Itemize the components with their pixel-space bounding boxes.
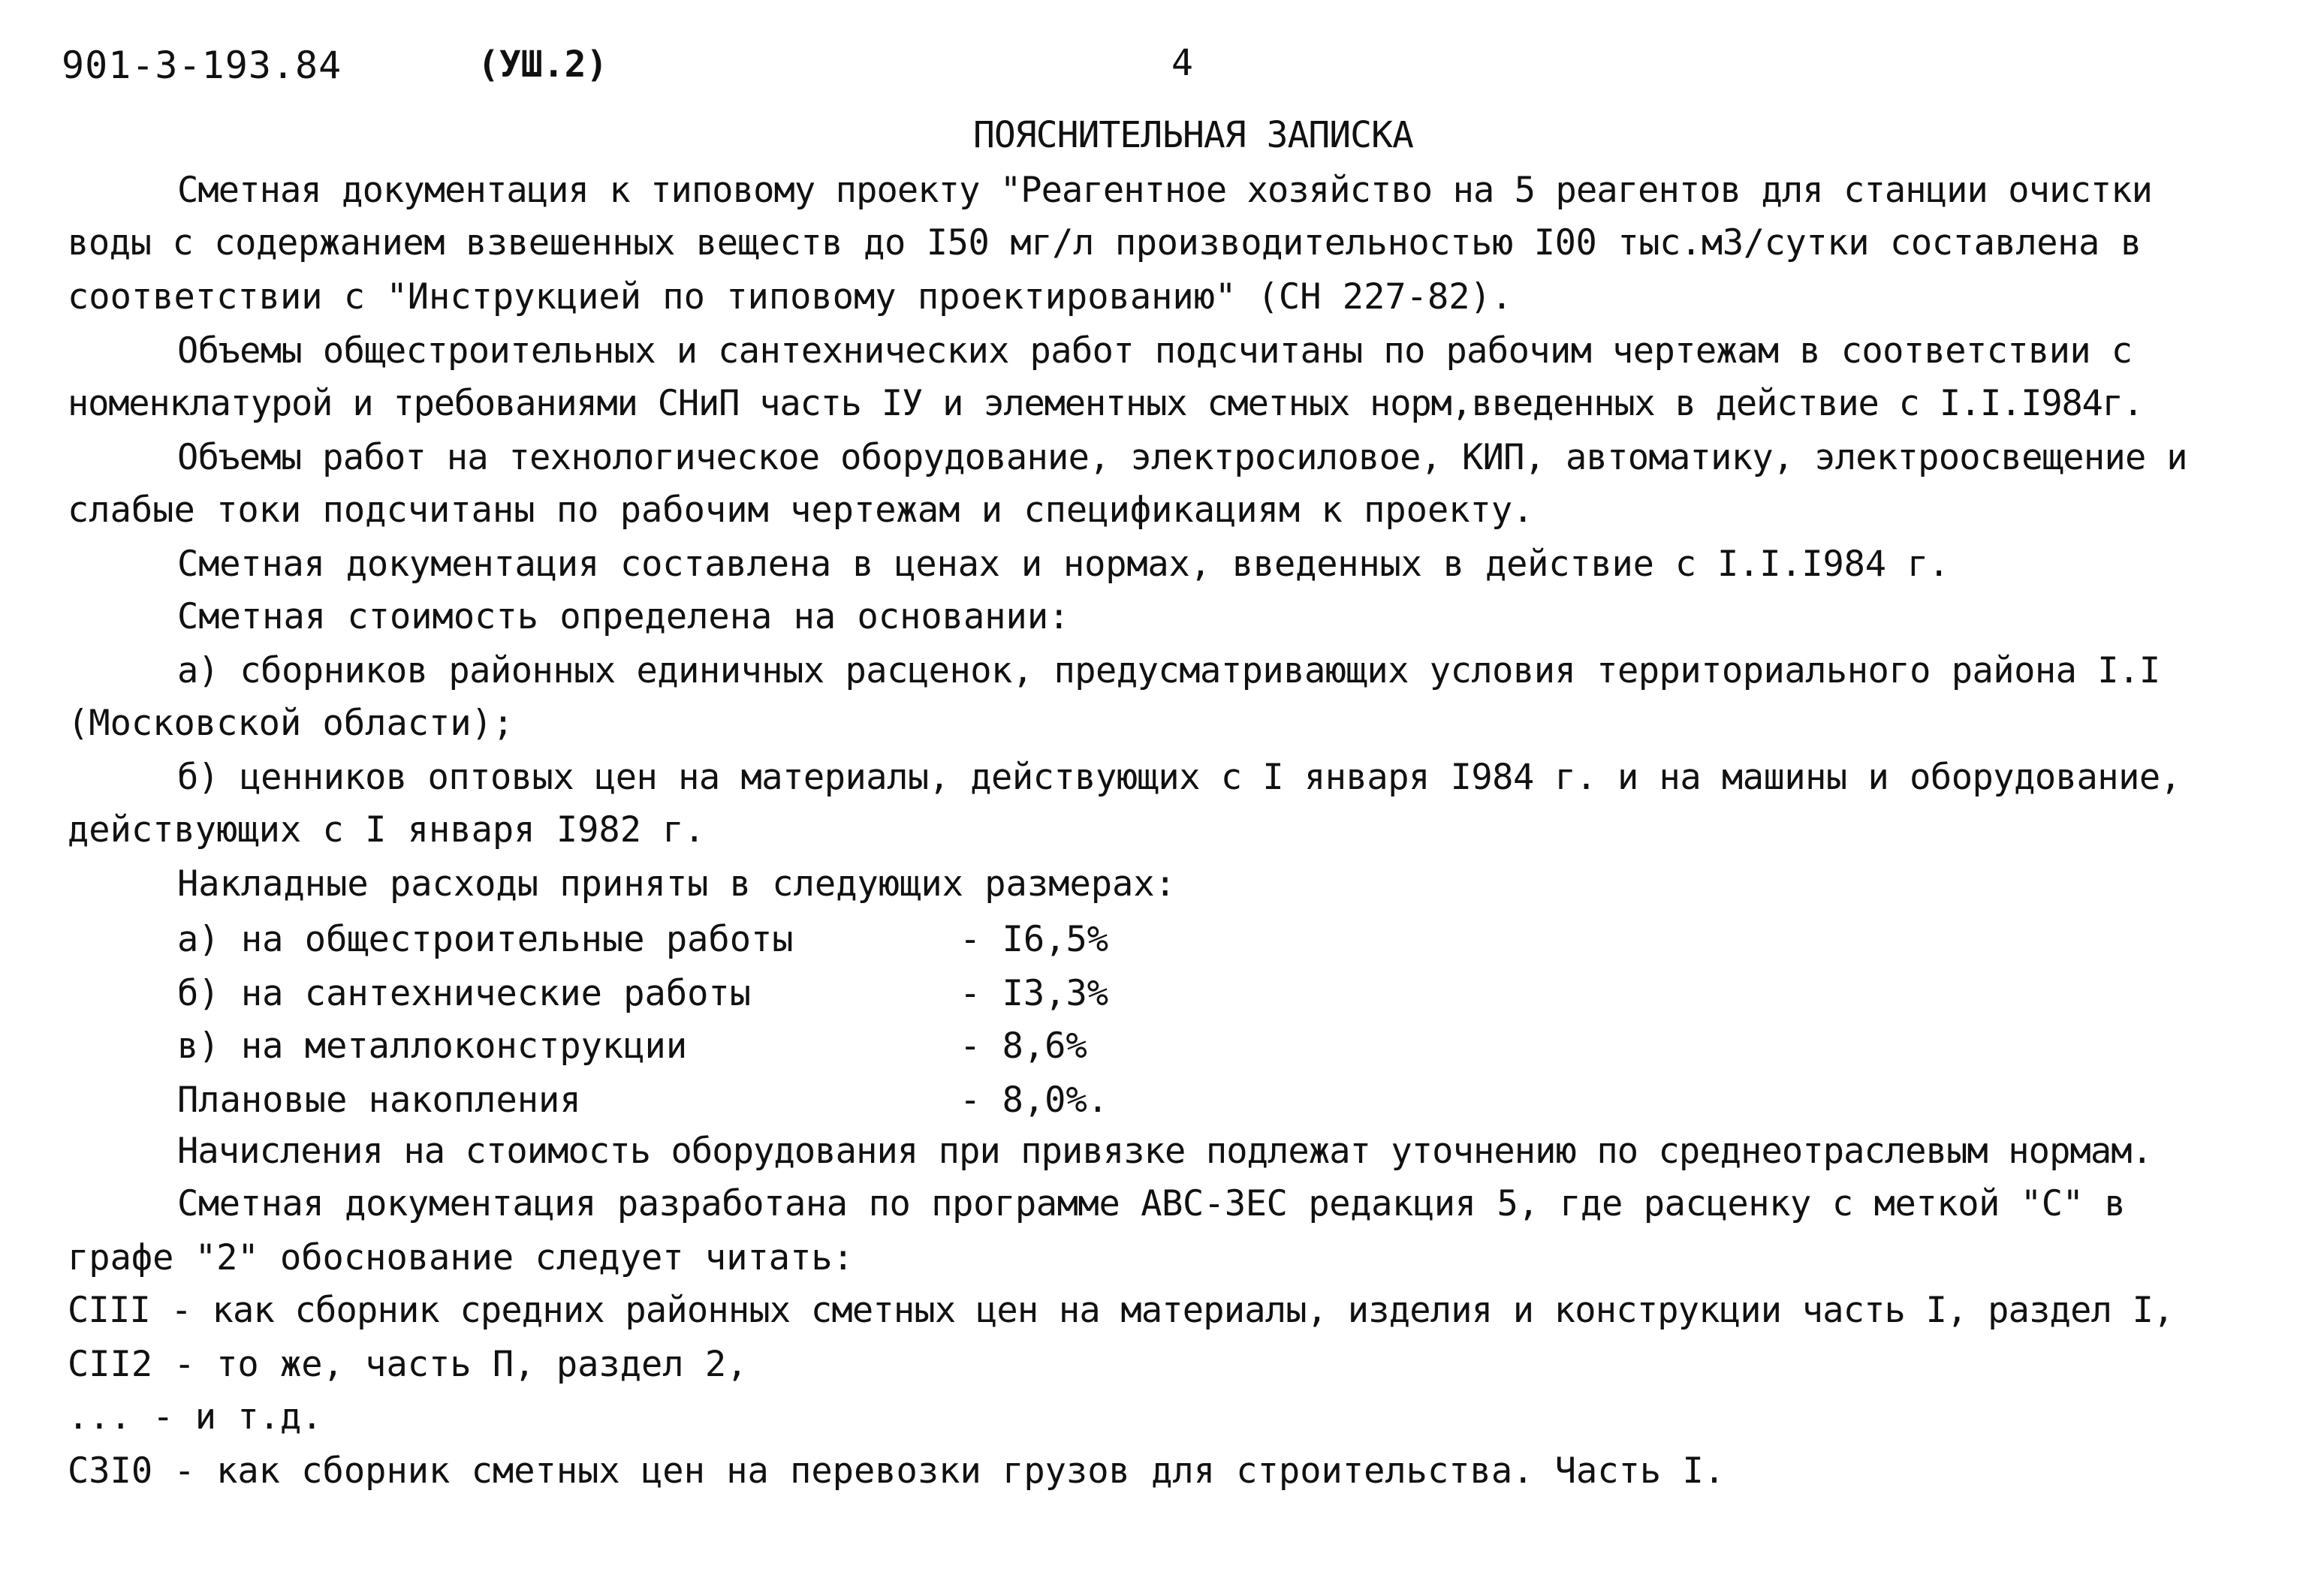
paragraph-6-line-2: (Московской области); (68, 703, 514, 744)
code-line-c310: C3I0 - как сборник сметных цен на перевозки грузов для строительства. Часть I. (68, 1450, 1726, 1492)
overhead-value: - I3,3% (960, 973, 1109, 1014)
paragraph-7-line-2: действующих с I января I982 г. (68, 809, 705, 851)
sheet-reference: (УШ.2) (478, 44, 608, 86)
paragraph-9: Начисления на стоимость оборудования при привязке подлежат уточнению по среднеотраслевым нормам. (177, 1131, 2153, 1172)
paragraph-2-line-1: Объемы общестроительных и сантехнических работ подсчитаны по рабочим чертежам в соответствии с (177, 330, 2133, 372)
paragraph-3-line-2: слабые токи подсчитаны по рабочим чертежам и спецификациям к проекту. (68, 489, 1534, 531)
overhead-value: - I6,5% (960, 919, 1109, 960)
overhead-label: б) на сантехнические работы (177, 973, 752, 1014)
paragraph-7-line-1: б) ценников оптовых цен на материалы, действующих с I января I984 г. и на машины и оборудование, (177, 757, 2181, 798)
paragraph-6-line-1: а) сборников районных единичных расценок, предусматривающих условия территориального района I.I (177, 650, 2160, 691)
paragraph-10-line-2: графе "2" обоснование следует читать: (68, 1237, 854, 1278)
paragraph-2-line-2: номенклатурой и требованиями СНиП часть IУ и элементных сметных норм,введенных в действие с I.I.I984г. (68, 383, 2143, 424)
overhead-label: Плановые накопления (177, 1080, 581, 1121)
code-line-c111: CIII - как сборник средних районных сметных цен на материалы, изделия и конструкции часть I, раздел I, (68, 1290, 2174, 1331)
paragraph-10-line-1: Сметная документация разработана по программе АВС-ЗЕС редакция 5, где расценку с меткой "С" в (177, 1183, 2126, 1224)
overhead-value: - 8,6% (960, 1025, 1087, 1067)
document-title: ПОЯСНИТЕЛЬНАЯ ЗАПИСКА (973, 114, 1413, 156)
code-line-c112: CII2 - то же, часть П, раздел 2, (68, 1344, 748, 1385)
overhead-label: в) на металлоконструкции (177, 1025, 688, 1067)
code-line-etc: ... - и т.д. (68, 1396, 323, 1438)
document-code: 901-3-193.84 (62, 44, 342, 87)
paragraph-5: Сметная стоимость определена на основании: (177, 596, 1070, 637)
paragraph-8: Накладные расходы приняты в следующих размерах: (177, 863, 1176, 905)
overhead-value: - 8,0%. (960, 1080, 1109, 1121)
paragraph-4: Сметная документация составлена в ценах и нормах, введенных в действие с I.I.I984 г. (177, 544, 1950, 585)
paragraph-3-line-1: Объемы работ на технологическое оборудование, электросиловое, КИП, автоматику, электроосвещение и (177, 437, 2187, 478)
paragraph-1-line-2: воды с содержанием взвешенных веществ до I50 мг/л производительностью I00 тыс.м3/сутки составлена в (68, 222, 2142, 263)
overhead-label: а) на общестроительные работы (177, 919, 794, 960)
paragraph-1-line-1: Сметная документация к типовому проекту "Реагентное хозяйство на 5 реагентов для станции очистки (177, 170, 2153, 211)
page-number: 4 (1171, 42, 1193, 84)
paragraph-1-line-3: соответствии с "Инструкцией по типовому проектированию" (СН 227-82). (68, 276, 1513, 318)
